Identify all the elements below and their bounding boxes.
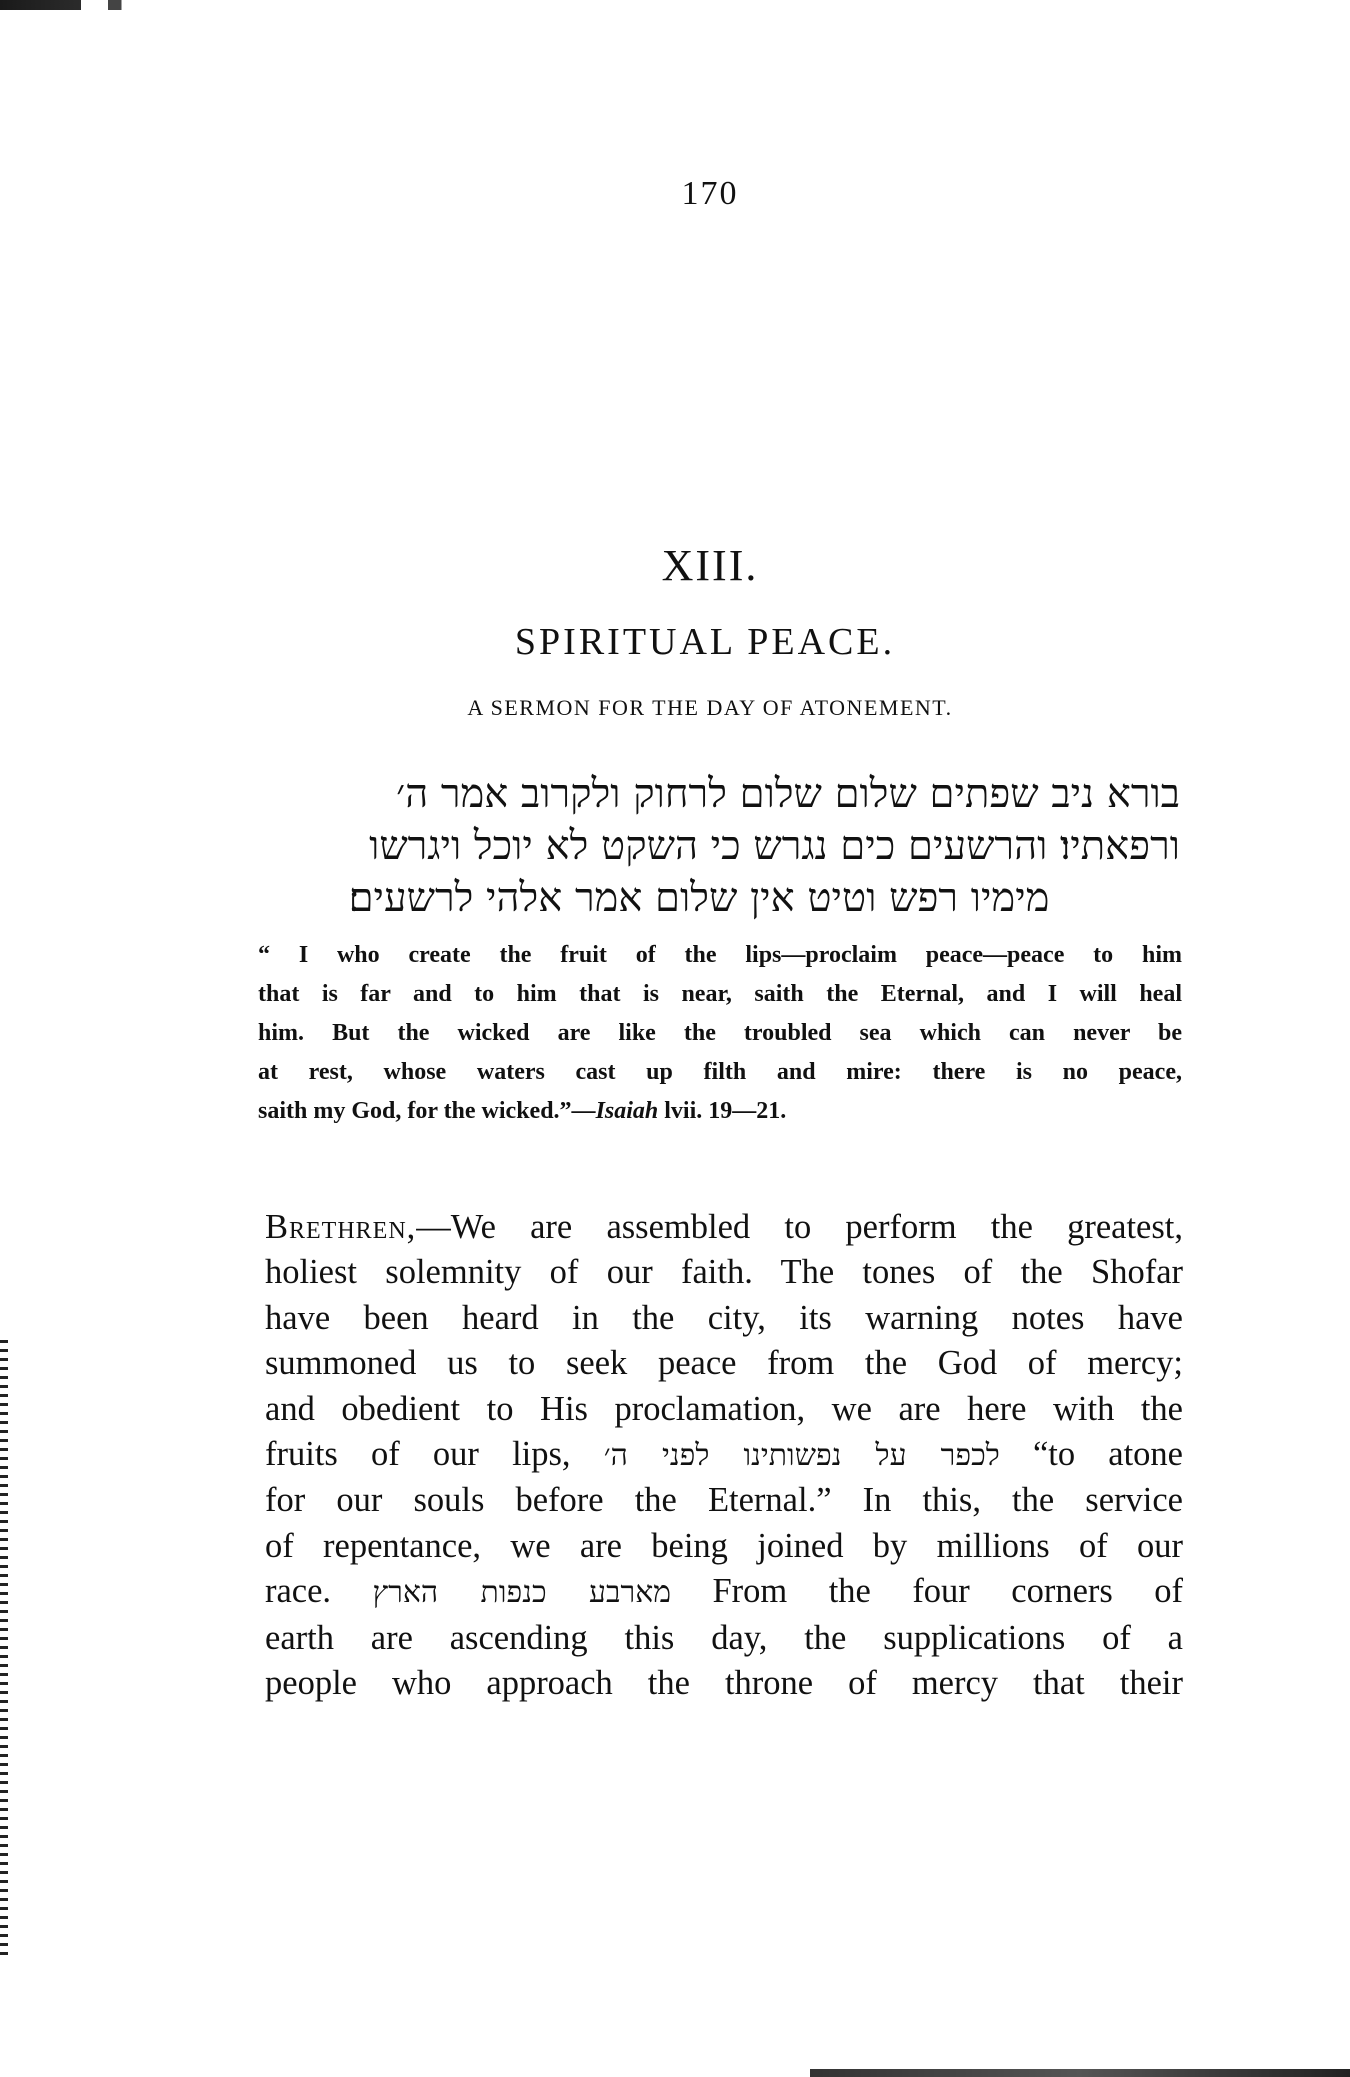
body-line: summoned us to seek peace from the God of mercy; (265, 1344, 1183, 1383)
body-line: holiest solemnity of our faith. The tones of the Shofar (265, 1253, 1183, 1292)
body-line: people who approach the throne of mercy that their (265, 1664, 1183, 1703)
hebrew-verse (258, 768, 1180, 924)
scan-bottom-edge (0, 2069, 1350, 2077)
chapter-number: XIII. (661, 541, 759, 590)
epigraph-quote (258, 936, 1182, 1131)
body-line-text: From the four corners of (671, 1572, 1184, 1611)
body-line-text: race. (265, 1572, 373, 1611)
inline-hebrew: לכפר על נפשותינו לפני ה׳ (603, 1438, 1000, 1474)
hebrew-verse-line: בורא ניב שפתים שלום שלום לרחוק ולקרוב אמר ה׳ (395, 771, 1180, 817)
scan-left-edge (0, 1340, 8, 1960)
chapter-title: SPIRITUAL PEACE. (514, 621, 896, 663)
body-line: and obedient to His proclamation, we are here with the (265, 1389, 1183, 1428)
epigraph-reference-book: Isaiah (595, 1098, 659, 1124)
body-line-text: —We are assembled to perform the greatest, (416, 1208, 1183, 1246)
epigraph-line: at rest, whose waters cast up filth and mire: there is no peace, (258, 1059, 1182, 1085)
body-line (265, 1205, 1183, 1250)
body-line-text: “to atone (999, 1435, 1183, 1474)
epigraph-line (258, 1092, 1182, 1131)
body-line: have been heard in the city, its warning notes have (265, 1298, 1183, 1337)
hebrew-verse-line: מימיו רפש וטיט אין שלום אמר אלהי לרשעים׃ (348, 875, 1050, 921)
epigraph-reference-verse: lvii. 19—21. (658, 1098, 787, 1124)
chapter-subtitle: A SERMON FOR THE DAY OF ATONEMENT. (467, 695, 953, 720)
epigraph-last-line-text: saith my God, for the wicked.”— (258, 1098, 596, 1124)
opening-word: Brethren, (265, 1208, 417, 1246)
body-line: for our souls before the Eternal.” In this, the service (265, 1481, 1183, 1520)
body-line-text: fruits of our lips, (265, 1435, 604, 1474)
hebrew-verse-line: ורפאתיו׃ והרשעים כים נגרש כי השקט לא יוכל ויגרשו (369, 823, 1180, 869)
inline-hebrew: מארבע כנפות הארץ (372, 1575, 671, 1611)
epigraph-line: “ I who create the fruit of the lips—proclaim peace—peace to him (258, 942, 1182, 968)
body-line (265, 1569, 1183, 1615)
body-line: earth are ascending this day, the supplications of a (265, 1618, 1183, 1657)
epigraph-line: him. But the wicked are like the troubled sea which can never be (258, 1020, 1182, 1046)
body-line: of repentance, we are being joined by millions of our (265, 1526, 1183, 1565)
epigraph-line: that is far and to him that is near, saith the Eternal, and I will heal (258, 981, 1182, 1007)
scan-top-edge (0, 0, 1350, 10)
page-number: 170 (681, 175, 739, 212)
body-line (265, 1432, 1183, 1478)
sermon-body (265, 1205, 1183, 1706)
